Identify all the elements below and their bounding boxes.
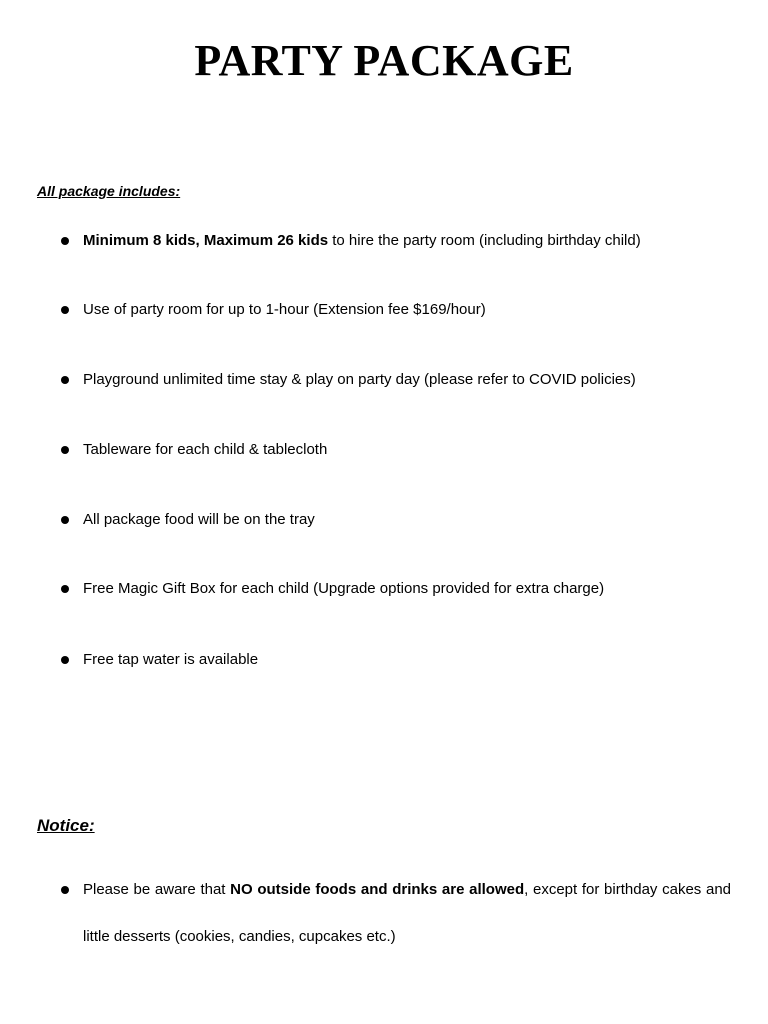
notice-text-before: Please be aware that	[83, 881, 231, 898]
bullet-icon	[61, 237, 69, 245]
bullet-icon	[61, 446, 69, 454]
list-item-text: Free tap water is available	[83, 651, 259, 668]
includes-heading: All package includes:	[37, 183, 181, 199]
notice-text-after: , except for birthday cakes and little desserts (cookies, candies, cupcakes etc.)	[83, 881, 731, 945]
list-item-text: Playground unlimited time stay & play on party day (please refer to COVID policies)	[83, 371, 636, 388]
notice-text-bold: NO outside foods and drinks are allowed	[230, 881, 525, 898]
bullet-icon	[61, 306, 69, 314]
list-item	[0, 368, 768, 392]
list-item	[0, 648, 768, 672]
list-item-text: Free Magic Gift Box for each child (Upgrade options provided for extra charge)	[83, 580, 605, 597]
list-item	[0, 298, 768, 322]
list-item	[0, 438, 768, 462]
bullet-icon	[61, 656, 69, 664]
list-item	[0, 508, 768, 532]
notice-item	[0, 876, 768, 956]
notice-heading: Notice:	[37, 816, 95, 835]
list-item-text: Tableware for each child & tablecloth	[83, 441, 328, 458]
list-item-text: All package food will be on the tray	[83, 511, 315, 528]
bullet-icon	[61, 376, 69, 384]
bullet-icon	[61, 886, 69, 894]
list-item-text	[83, 231, 641, 251]
list-item	[0, 229, 768, 253]
list-item	[0, 577, 768, 601]
page-title: PARTY PACKAGE	[194, 36, 574, 85]
notice-text	[83, 866, 731, 960]
list-item-text: Use of party room for up to 1-hour (Extension fee $169/hour)	[83, 301, 486, 318]
list-item-bold: Minimum 8 kids, Maximum 26 kids	[83, 232, 329, 249]
list-item-rest: to hire the party room (including birthday child)	[328, 232, 641, 249]
bullet-icon	[61, 516, 69, 524]
bullet-icon	[61, 585, 69, 593]
